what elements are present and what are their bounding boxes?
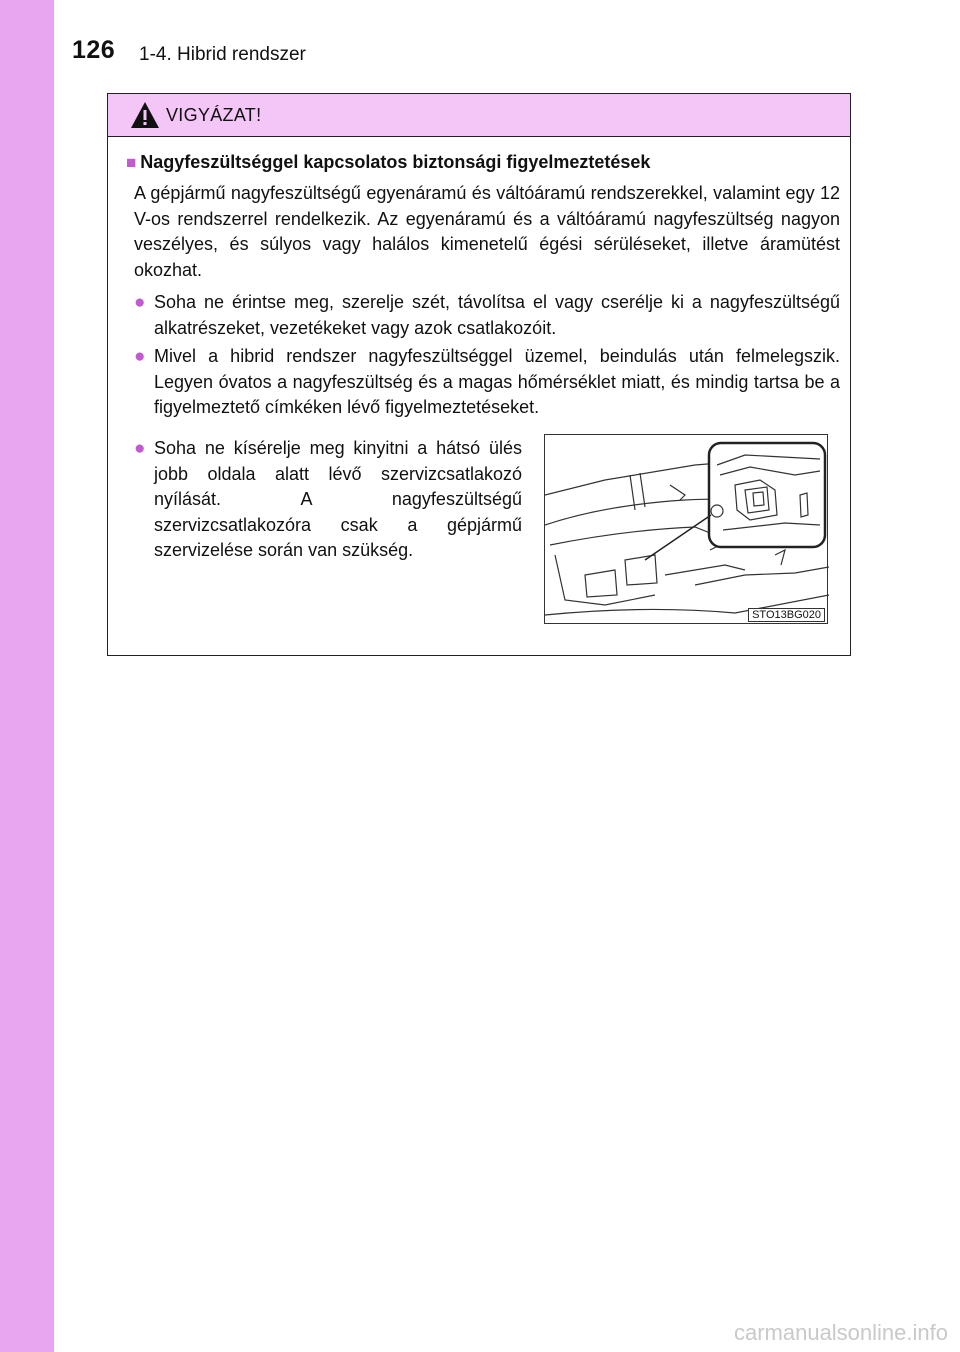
warning-bullet-text: Soha ne kísérelje meg kinyitni a hátsó ülés jobb oldala alatt lévő szervizcsatlakozó nyílását. A nagyfeszültségű szervizcsatlakozóra csak a gépjármű szervizelése során van szükség.	[154, 438, 522, 560]
warning-subheading-text: Nagyfeszültséggel kapcsolatos biztonsági figyelmeztetések	[140, 152, 651, 172]
page-number: 126	[72, 36, 116, 64]
rear-seat-drawing	[545, 435, 829, 625]
warning-title: VIGYÁZAT!	[166, 105, 262, 125]
warning-triangle-icon	[130, 101, 160, 129]
section-title: 1-4. Hibrid rendszer	[139, 44, 306, 65]
warning-header	[108, 94, 850, 137]
watermark: carmanualsonline.info	[733, 1320, 948, 1345]
warning-intro: A gépjármű nagyfeszültségű egyenáramú és váltóáramú rendszerekkel, valamint egy 12 V-os rendszerrel rendelkezik. Az egyenáramú és a váltóáramú nagyfeszültség nagyon veszélyes, és súlyos vagy halálos kimenetelű égési sérüléseket, illetve áramütést okozhat.	[134, 183, 840, 280]
warning-bullet-text: Mivel a hibrid rendszer nagyfeszültséggel üzemel, beindulás után felmelegszik. Legyen óvatos a nagyfeszültség és a magas hőmérséklet miatt, és mindig tartsa be a figyelmeztető címkéken lévő figyelmeztetéseket.	[154, 346, 840, 417]
round-bullet-icon: ●	[134, 438, 146, 459]
warning-box	[107, 93, 851, 656]
warning-bullet-text: Soha ne érintse meg, szerelje szét, távolítsa el vagy cserélje ki a nagyfeszültségű alkatrészeket, vezetékeket vagy azok csatlakozóit.	[154, 292, 840, 338]
warning-bullet	[134, 290, 840, 341]
warning-subheading	[126, 152, 650, 173]
service-plug-illustration	[544, 434, 828, 624]
warning-bullet	[134, 436, 522, 564]
round-bullet-icon: ●	[134, 346, 146, 367]
figure-code: STO13BG020	[748, 608, 825, 622]
round-bullet-icon: ●	[134, 292, 146, 313]
warning-bullet	[134, 344, 840, 421]
chapter-side-tab	[0, 0, 54, 1352]
square-bullet-icon: ■	[126, 153, 137, 172]
